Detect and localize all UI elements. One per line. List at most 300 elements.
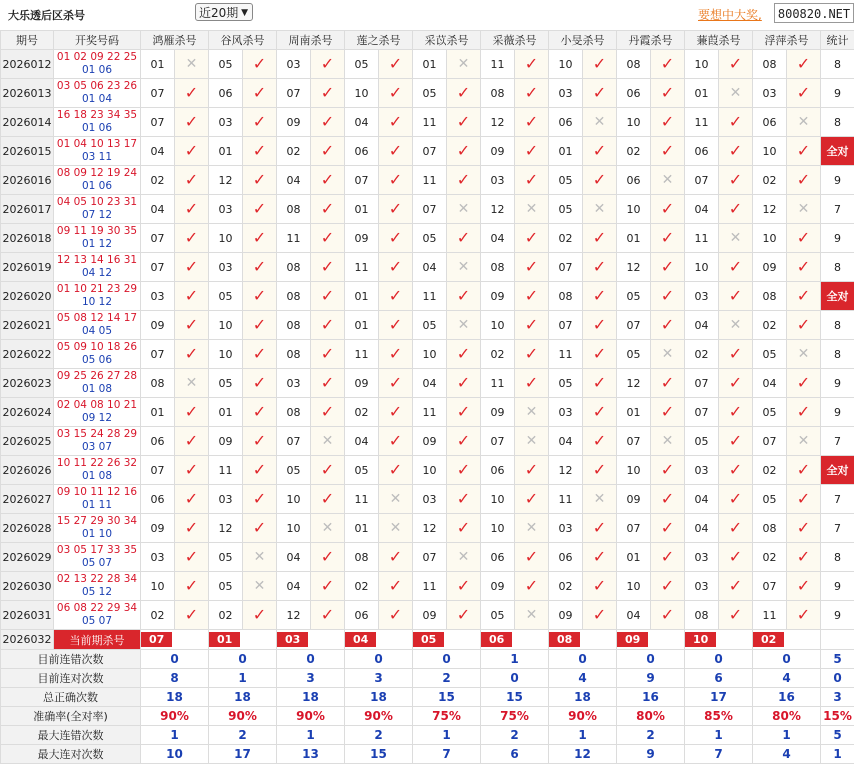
col-expert-header: 采苡杀号 [413,31,481,50]
kill-number: 05 [413,224,447,253]
count-cell: 7 [821,195,854,224]
stats-value: 3 [345,669,413,688]
stats-total: 15% [821,707,854,726]
kill-number: 11 [413,282,447,311]
draw-cell [54,398,141,427]
kill-number: 06 [549,543,583,572]
kill-number: 05 [413,79,447,108]
check-icon: ✓ [175,166,209,195]
check-icon: ✓ [787,166,821,195]
kill-number: 04 [345,427,379,456]
draw-cell [54,195,141,224]
check-icon: ✓ [719,572,753,601]
check-icon: ✓ [651,137,685,166]
cross-icon: ✕ [719,79,753,108]
check-icon: ✓ [243,456,277,485]
table-row [1,543,854,572]
kill-number: 06 [345,601,379,630]
kill-number: 08 [753,514,787,543]
kill-number: 05 [617,340,651,369]
draw-front-numbers: 04 05 10 23 31 [56,196,138,208]
check-icon: ✓ [583,369,617,398]
stats-value: 80% [617,707,685,726]
check-icon: ✓ [651,253,685,282]
kill-number: 01 [549,137,583,166]
draw-front-numbers: 09 10 11 12 16 [56,486,138,498]
stats-value: 18 [345,688,413,707]
check-icon: ✓ [447,485,481,514]
check-icon: ✓ [583,340,617,369]
check-icon: ✓ [311,108,345,137]
stats-value: 2 [345,726,413,745]
kill-number: 04 [141,195,175,224]
draw-cell [54,601,141,630]
check-icon: ✓ [379,340,413,369]
kill-number: 01 [209,398,243,427]
stats-value: 15 [413,688,481,707]
check-icon: ✓ [243,311,277,340]
check-icon: ✓ [787,398,821,427]
kill-number: 12 [753,195,787,224]
check-icon: ✓ [175,456,209,485]
kill-number: 09 [345,224,379,253]
cross-icon: ✕ [651,340,685,369]
check-icon: ✓ [719,456,753,485]
chevron-down-icon: ▼ [241,8,248,18]
kill-number: 11 [345,485,379,514]
stats-value: 1 [277,726,345,745]
kill-number: 07 [277,427,311,456]
stats-value: 90% [277,707,345,726]
count-cell: 7 [821,427,854,456]
kill-number: 07 [617,514,651,543]
kill-number: 01 [345,311,379,340]
kill-number: 07 [277,79,311,108]
draw-back-numbers: 01 06 [81,64,113,76]
check-icon: ✓ [583,311,617,340]
kill-number: 05 [345,456,379,485]
check-icon: ✓ [311,369,345,398]
kill-number: 10 [685,253,719,282]
kill-number: 06 [141,427,175,456]
current-count-cell [821,630,854,650]
prediction-badge: 09 [617,632,648,647]
table-row [1,485,854,514]
kill-number: 10 [209,340,243,369]
cross-icon: ✕ [175,50,209,79]
kill-number: 03 [685,282,719,311]
kill-number: 02 [345,398,379,427]
check-icon: ✓ [447,456,481,485]
check-icon: ✓ [447,108,481,137]
draw-front-numbers: 03 05 06 23 26 [56,80,138,92]
check-icon: ✓ [379,137,413,166]
kill-number: 09 [753,253,787,282]
check-icon: ✓ [311,50,345,79]
draw-cell [54,340,141,369]
kill-number: 09 [345,369,379,398]
kill-number: 03 [277,369,311,398]
draw-front-numbers: 09 11 19 30 35 [56,225,138,237]
current-issue: 2026032 [1,630,54,650]
check-icon: ✓ [787,369,821,398]
cross-icon: ✕ [651,427,685,456]
prediction-cell [549,630,617,650]
kill-number: 08 [549,282,583,311]
check-icon: ✓ [379,166,413,195]
stats-value: 80% [753,707,821,726]
kill-number: 07 [141,253,175,282]
kill-number: 12 [549,456,583,485]
promo-link[interactable]: 要想中大奖, [698,8,762,22]
stats-value: 17 [685,688,753,707]
prediction-cell [685,630,753,650]
stats-value: 17 [209,745,277,764]
check-icon: ✓ [651,195,685,224]
prediction-badge: 06 [481,632,512,647]
check-icon: ✓ [515,456,549,485]
kill-number: 04 [413,369,447,398]
check-icon: ✓ [447,514,481,543]
stats-value: 12 [549,745,617,764]
kill-number: 02 [753,456,787,485]
kill-number: 03 [481,166,515,195]
check-icon: ✓ [311,485,345,514]
stats-value: 9 [617,669,685,688]
prediction-cell [413,630,481,650]
cross-icon: ✕ [447,543,481,572]
count-cell: 全对 [821,137,854,166]
kill-table [0,30,854,764]
kill-number: 11 [345,253,379,282]
issue-cell: 2026022 [1,340,54,369]
prediction-cell [345,630,413,650]
draw-back-numbers: 01 08 [81,470,113,482]
check-icon: ✓ [243,50,277,79]
stats-value: 0 [141,650,209,669]
count-cell: 9 [821,572,854,601]
kill-number: 07 [617,427,651,456]
check-icon: ✓ [515,50,549,79]
stats-value: 0 [413,650,481,669]
draw-back-numbers: 01 08 [81,383,113,395]
stats-value: 16 [617,688,685,707]
stats-value: 2 [413,669,481,688]
draw-back-numbers: 05 12 [81,586,113,598]
kill-number: 11 [481,369,515,398]
draw-cell [54,224,141,253]
issue-cell: 2026018 [1,224,54,253]
cross-icon: ✕ [447,195,481,224]
cross-icon: ✕ [787,340,821,369]
draw-front-numbers: 08 09 12 19 24 [56,167,138,179]
kill-number: 12 [617,253,651,282]
kill-number: 08 [141,369,175,398]
kill-number: 06 [617,79,651,108]
kill-number: 01 [345,195,379,224]
count-cell: 9 [821,224,854,253]
kill-number: 06 [345,137,379,166]
check-icon: ✓ [379,108,413,137]
stats-total: 5 [821,726,854,745]
stats-value: 0 [277,650,345,669]
cross-icon: ✕ [447,311,481,340]
check-icon: ✓ [243,253,277,282]
current-issue-row [1,630,854,650]
table-row [1,340,854,369]
check-icon: ✓ [515,108,549,137]
stats-value: 0 [617,650,685,669]
prediction-badge: 01 [209,632,240,647]
kill-number: 03 [209,195,243,224]
check-icon: ✓ [515,543,549,572]
draw-cell [54,456,141,485]
check-icon: ✓ [651,485,685,514]
check-icon: ✓ [447,79,481,108]
period-select-value: 近20期 [199,6,239,20]
stats-row [1,745,854,764]
check-icon: ✓ [311,253,345,282]
check-icon: ✓ [243,79,277,108]
check-icon: ✓ [311,456,345,485]
kill-number: 03 [209,108,243,137]
kill-number: 04 [617,601,651,630]
prediction-cell [753,630,821,650]
check-icon: ✓ [787,572,821,601]
site-badge: 800820.NET [774,3,854,23]
cross-icon: ✕ [243,572,277,601]
draw-back-numbers: 05 06 [81,354,113,366]
kill-number: 07 [345,166,379,195]
check-icon: ✓ [515,572,549,601]
table-row [1,514,854,543]
kill-number: 07 [753,572,787,601]
table-row [1,601,854,630]
kill-number: 10 [617,195,651,224]
kill-number: 07 [685,398,719,427]
kill-number: 10 [481,485,515,514]
issue-cell: 2026019 [1,253,54,282]
kill-number: 04 [345,108,379,137]
check-icon: ✓ [175,79,209,108]
kill-number: 04 [277,166,311,195]
draw-front-numbers: 03 15 24 28 29 [56,428,138,440]
kill-number: 11 [413,572,447,601]
kill-number: 07 [141,340,175,369]
prediction-badge: 03 [277,632,308,647]
kill-number: 06 [481,456,515,485]
kill-number: 04 [277,572,311,601]
issue-cell: 2026015 [1,137,54,166]
check-icon: ✓ [311,398,345,427]
check-icon: ✓ [651,282,685,311]
issue-cell: 2026014 [1,108,54,137]
stats-row [1,726,854,745]
kill-number: 03 [141,543,175,572]
kill-number: 12 [209,166,243,195]
stats-label: 准确率(全对率) [1,707,141,726]
kill-number: 06 [549,108,583,137]
kill-number: 08 [345,543,379,572]
prediction-badge: 04 [345,632,376,647]
check-icon: ✓ [583,79,617,108]
count-cell: 8 [821,108,854,137]
check-icon: ✓ [311,601,345,630]
stats-value: 18 [141,688,209,707]
cross-icon: ✕ [515,601,549,630]
issue-cell: 2026027 [1,485,54,514]
check-icon: ✓ [243,398,277,427]
kill-number: 02 [481,340,515,369]
draw-back-numbers: 03 07 [81,441,113,453]
stats-value: 18 [549,688,617,707]
check-icon: ✓ [787,50,821,79]
check-icon: ✓ [583,543,617,572]
draw-back-numbers: 05 07 [81,557,113,569]
count-cell: 全对 [821,456,854,485]
check-icon: ✓ [583,224,617,253]
kill-number: 02 [345,572,379,601]
issue-cell: 2026031 [1,601,54,630]
kill-number: 06 [141,485,175,514]
kill-number: 08 [277,398,311,427]
draw-back-numbers: 04 05 [81,325,113,337]
kill-number: 06 [481,543,515,572]
check-icon: ✓ [515,224,549,253]
kill-number: 10 [413,340,447,369]
check-icon: ✓ [447,427,481,456]
kill-number: 01 [345,282,379,311]
check-icon: ✓ [515,340,549,369]
kill-number: 10 [481,311,515,340]
kill-number: 07 [549,311,583,340]
kill-number: 10 [277,514,311,543]
check-icon: ✓ [515,79,549,108]
count-cell: 8 [821,253,854,282]
kill-number: 09 [481,572,515,601]
table-row [1,369,854,398]
col-expert-header: 鸿雁杀号 [141,31,209,50]
check-icon: ✓ [515,166,549,195]
stats-value: 1 [685,726,753,745]
kill-number: 01 [141,398,175,427]
draw-front-numbers: 05 08 12 14 17 [56,312,138,324]
kill-number: 12 [277,601,311,630]
kill-number: 09 [141,311,175,340]
draw-cell [54,485,141,514]
check-icon: ✓ [651,224,685,253]
kill-number: 11 [277,224,311,253]
kill-number: 06 [753,108,787,137]
col-expert-header: 蒹葭杀号 [685,31,753,50]
check-icon: ✓ [175,108,209,137]
table-row [1,427,854,456]
kill-number: 11 [685,224,719,253]
table-row [1,311,854,340]
check-icon: ✓ [175,340,209,369]
kill-number: 05 [685,427,719,456]
check-icon: ✓ [515,282,549,311]
prediction-cell [141,630,209,650]
table-row [1,50,854,79]
check-icon: ✓ [447,166,481,195]
draw-cell [54,282,141,311]
kill-number: 03 [141,282,175,311]
kill-number: 02 [277,137,311,166]
check-icon: ✓ [379,253,413,282]
kill-number: 12 [209,514,243,543]
kill-number: 07 [549,253,583,282]
stats-value: 3 [277,669,345,688]
check-icon: ✓ [175,601,209,630]
kill-number: 09 [413,427,447,456]
check-icon: ✓ [719,108,753,137]
kill-number: 06 [617,166,651,195]
period-select[interactable] [195,3,253,21]
stats-value: 6 [481,745,549,764]
check-icon: ✓ [651,543,685,572]
check-icon: ✓ [379,543,413,572]
stats-row [1,707,854,726]
draw-back-numbers: 01 10 [81,528,113,540]
count-cell: 8 [821,311,854,340]
stats-value: 0 [685,650,753,669]
page-title: 大乐透后区杀号 [8,9,85,22]
kill-number: 11 [753,601,787,630]
check-icon: ✓ [243,369,277,398]
check-icon: ✓ [515,311,549,340]
check-icon: ✓ [243,427,277,456]
prediction-badge: 08 [549,632,580,647]
check-icon: ✓ [787,282,821,311]
kill-number: 04 [277,543,311,572]
stats-value: 7 [413,745,481,764]
issue-cell: 2026030 [1,572,54,601]
cross-icon: ✕ [787,108,821,137]
cross-icon: ✕ [311,514,345,543]
kill-number: 08 [753,50,787,79]
count-cell: 7 [821,485,854,514]
kill-number: 10 [345,79,379,108]
kill-number: 09 [549,601,583,630]
check-icon: ✓ [651,456,685,485]
draw-front-numbers: 02 13 22 28 34 [56,573,138,585]
draw-cell [54,514,141,543]
stats-value: 15 [345,745,413,764]
table-row [1,224,854,253]
kill-number: 04 [549,427,583,456]
kill-number: 11 [413,108,447,137]
kill-number: 11 [685,108,719,137]
stats-value: 75% [413,707,481,726]
table-row [1,456,854,485]
kill-number: 11 [413,398,447,427]
check-icon: ✓ [175,224,209,253]
check-icon: ✓ [515,369,549,398]
check-icon: ✓ [311,543,345,572]
check-icon: ✓ [311,137,345,166]
stats-label: 目前连错次数 [1,650,141,669]
stats-total: 1 [821,745,854,764]
kill-number: 04 [753,369,787,398]
check-icon: ✓ [243,340,277,369]
kill-number: 05 [413,311,447,340]
cross-icon: ✕ [515,195,549,224]
stats-value: 90% [549,707,617,726]
kill-number: 01 [617,398,651,427]
check-icon: ✓ [787,485,821,514]
cross-icon: ✕ [379,514,413,543]
